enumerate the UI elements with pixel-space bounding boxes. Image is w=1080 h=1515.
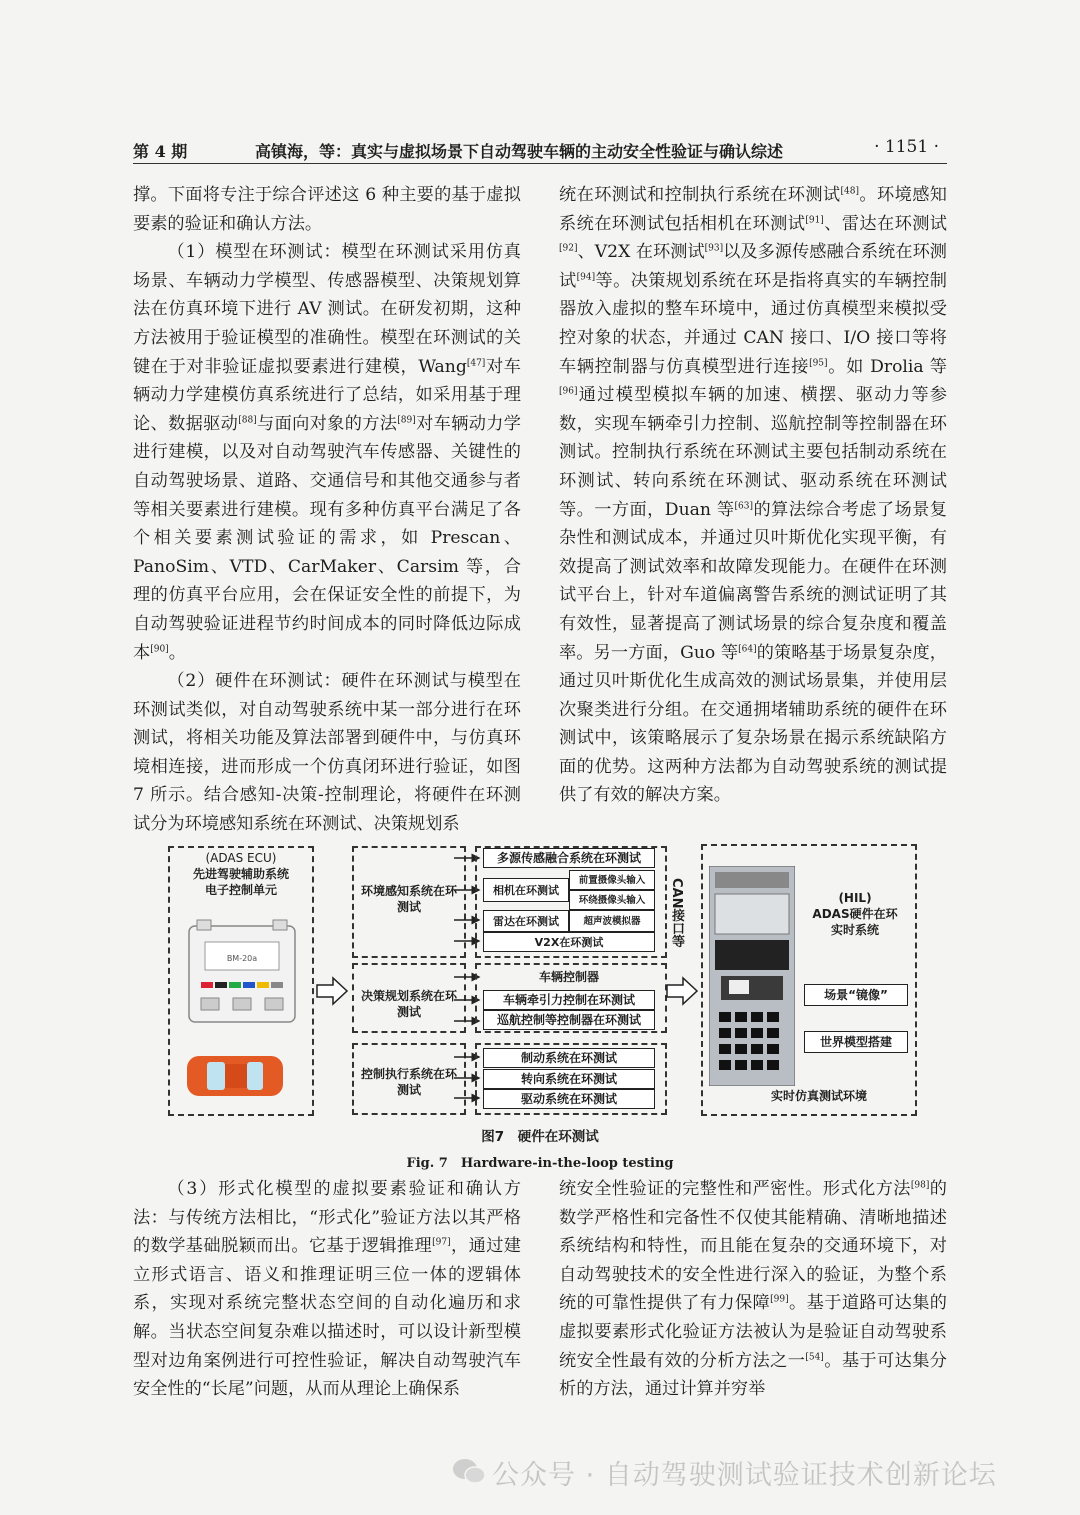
traction-box: 车辆牵引力控制在环测试 [483,990,655,1010]
page-number: · 1151 · [874,137,939,157]
ecu-label-cn2: 电子控制单元 [204,883,277,897]
world-model-box: 世界模型搭建 [804,1031,908,1053]
issue-number: 第 4 期 [133,142,188,161]
perception-system-label: 环境感知系统在环测试 [360,884,457,914]
paragraph: 统在环测试和控制执行系统在环测试[48]。环境感知系统在环测试包括相机在环测试[91]、雷达在环测试[92]、V2X 在环测试[93]以及多源传感融合系统在环测试[94]等。决策规划系统在环是指将真实的车辆控制器放入虚拟的整车环境中，通过仿真模型来模拟受控对象的状态，并通过 CAN 接口、I/O 接口等将车辆控制器与仿真模型进行连接[95]。如 Drolia 等[96]通过模型模拟车辆的加速、横摆、驱动力等参数，实现车辆牵引力控制、巡航控制等控制器在环测试。控制执行系统在环测试主要包括制动系统在环测试、转向系统在环测试、驱动系统在环测试等。一方面，Duan 等[63]的算法综合考虑了场景复杂性和测试成本，并通过贝叶斯优化实现平衡，有效提高了测试效率和故障发现能力。在硬件在环测试平台上，针对车道偏离警告系统的测试证明了其有效性，显著提高了测试场景的综合复杂度和覆盖率。另一方面，Guo 等[64]的策略基于场景复杂度，通过贝叶斯优化生成高效的测试场景集，并使用层次聚类进行分组。在交通拥堵辅助系统的硬件在环测试中，该策略展示了复杂场景在揭示系统缺陷方面的优势。这两种方法都为自动驾驶系统的测试提供了有效的解决方案。 [559,185,947,806]
fusion-box: 多源传感融合系统在环测试 [483,848,655,868]
camera-box: 相机在环测试 [483,878,569,902]
camera-surround-box: 环绕摄像头输入 [569,890,655,910]
brake-box: 制动系统在环测试 [483,1048,655,1068]
citation: [47] [466,357,486,368]
wechat-icon [452,1457,486,1487]
ecu-display-label: BM-20a [226,954,258,963]
can-interface-label: CAN接口等 [669,878,684,948]
figure-caption-cn: 图7 硬件在环测试 [481,1129,599,1145]
paragraph-model-in-loop: （1）模型在环测试：模型在环测试采用仿真场景、车辆动力学模型、传感器模型、决策规划算法在仿真环境下进行 AV 测试。在研发初期，这种方法被用于验证模型的准确性。模型在环测试的关键在于对非验证虚拟要素进行建模，Wang[47]对车辆动力学建模仿真系统进行了总结，如采用基于理论、数据驱动[88]与面向对象的方法[89]对车辆动力学进行建模，以及对自动驾驶汽车传感器、关键性的自动驾驶场景、道路、交通信号和其他交通参与者等相关要素进行建模。现有多种仿真平台满足了各个相关要素测试验证的需求，如 Prescan、PanoSim、VTD、CarMaker、Carsim 等，合理的仿真平台应用，会在保证安全性的前提下，为自动驾驶验证进程节约时间成本的同时降低边际成本[90]。 [133,242,521,663]
hil-label-en: (HIL) [838,891,872,905]
ecu-label-cn: 先进驾驶辅助系统 [192,867,289,881]
paragraph-hardware-in-loop: （2）硬件在环测试：硬件在环测试与模型在环测试类似，对自动驾驶系统中某一部分进行在环测试，将相关功能及算法部署到硬件中，与仿真环境相连接，进而形成一个仿真闭环进行验证，如图 7 所示。结合感知-决策-控制理论，将硬件在环测试分为环境感知系统在环测试、决策规划系 [133,671,521,835]
figure-7 [163,838,921,1120]
scene-mirror-box: 场景“镜像” [804,984,908,1006]
citation: [90] [150,643,169,654]
running-title: 高镇海，等：真实与虚拟场景下自动驾驶车辆的主动安全性验证与确认综述 [255,142,784,161]
v2x-box: V2X在环测试 [483,932,655,952]
running-header [133,133,947,164]
left-column-bottom [133,1175,521,1404]
control-system-label: 控制执行系统在环测试 [360,1067,457,1097]
ultrasonic-box: 超声波模拟器 [569,910,655,932]
decision-system-label: 决策规划系统在环测试 [360,989,457,1019]
watermark-text: 公众号 · 自动驾驶测试验证技术创新论坛 [492,1460,997,1491]
paragraph: 撑。下面将专注于综合评述这 6 种主要的基于虚拟要素的验证和确认方法。 [133,185,521,234]
drive-box: 驱动系统在环测试 [483,1089,655,1109]
ecu-label-en: (ADAS ECU) [205,851,277,865]
steer-box: 转向系统在环测试 [483,1069,655,1089]
citation: [89] [397,415,416,426]
vehicle-controller-box: 车辆控制器 [538,969,599,984]
rt-env-label: 实时仿真测试环境 [770,1089,867,1103]
hil-rack-image [709,866,795,1086]
figure-caption-en: Fig. 7 Hardware-in-the-loop testing [406,1156,674,1171]
hil-label-cn2: 实时系统 [830,923,879,937]
paragraph: 统安全性验证的完整性和严密性。形式化方法[98]的数学严格性和完备性不仅使其能精确、清晰地描述系统结构和特性，而且能在复杂的交通环境下，对自动驾驶技术的安全性进行深入的验证，为整个系统的可靠性提供了有力保障[99]。基于道路可达集的虚拟要素形式化验证方法被认为是验证自动驾驶系统安全性最有效的分析方法之一[54]。基于可达集分析的方法，通过计算并穷举 [559,1179,947,1400]
arrow-right-icon [665,976,699,1006]
camera-front-box: 前置摄像头输入 [569,870,655,890]
radar-box: 雷达在环测试 [483,910,569,932]
citation: [88] [238,415,257,426]
hil-label-cn: ADAS硬件在环 [812,907,898,921]
left-column-top [133,181,521,839]
right-column-top [559,181,947,810]
cruise-box: 巡航控制等控制器在环测试 [483,1010,655,1030]
paragraph-formal-methods: （3）形式化模型的虚拟要素验证和确认方法：与传统方法相比，“形式化”验证方法以其严格的数学基础脱颖而出。它基于逻辑推理[97]，通过建立形式语言、语义和推理证明三位一体的逻辑体系，实现对系统完整状态空间的自动化遍历和求解。当状态空间复杂难以描述时，可以设计新型模型对边角案例进行可控性验证，解决自动驾驶汽车安全性的“长尾”问题，从而从理论上确保系 [133,1179,521,1400]
right-column-bottom [559,1175,947,1404]
